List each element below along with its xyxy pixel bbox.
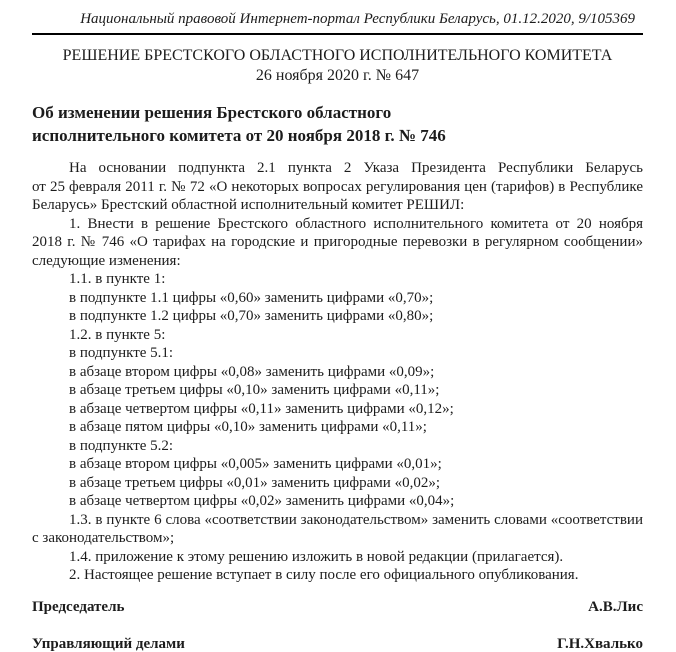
document-org-title: РЕШЕНИЕ БРЕСТСКОГО ОБЛАСТНОГО ИСПОЛНИТЕЛЬНОГО КОМИТЕТА <box>62 47 613 64</box>
signature-row-affairs-manager <box>32 635 643 652</box>
signature-name-affairs-manager: Г.Н.Хвалько <box>557 635 643 652</box>
document-date-number: 26 ноября 2020 г. № 647 <box>255 67 420 84</box>
body-paragraph: 1.3. в пункте 6 слова «соответствии законодательством» заменить словами «соответствии с законодательством»; <box>32 511 643 546</box>
subject-line-1: Об изменении решения Брестского областного <box>32 103 392 122</box>
body-paragraph: 1.2. в пункте 5: <box>69 326 166 343</box>
signature-block <box>32 598 643 652</box>
body-paragraph: в подпункте 5.2: <box>69 437 174 454</box>
body-paragraph: На основании подпункта 2.1 пункта 2 Указа Президента Республики Беларусь от 25 февраля 2011 г. № 72 «О некоторых вопросах регулирования цен (тарифов) в Республике Беларусь» Брестский областной исполнительный комитет РЕШИЛ: <box>32 160 643 213</box>
body-paragraph: в абзаце четвертом цифры «0,11» заменить цифрами «0,12»; <box>69 400 454 417</box>
body-paragraph: в абзаце четвертом цифры «0,02» заменить цифрами «0,04»; <box>69 493 455 509</box>
body-paragraph: 1. Внести в решение Брестского областного исполнительного комитета от 20 ноября 2018 г. № 746 «О тарифах на городские и пригородные перевозки в регулярном сообщении» следующие изменения: <box>32 215 643 269</box>
body-paragraph: 1.4. приложение к этому решению изложить в новой редакции (прилагается). <box>69 548 564 565</box>
body-paragraph: в подпункте 5.1: <box>69 345 174 361</box>
body-paragraph: в абзаце пятом цифры «0,10» заменить цифрами «0,11»; <box>69 419 427 435</box>
body-paragraph: в абзаце втором цифры «0,08» заменить цифрами «0,09»; <box>69 363 435 380</box>
body-paragraph: 2. Настоящее решение вступает в силу после его официального опубликования. <box>69 567 579 583</box>
signature-title-affairs-manager: Управляющий делами <box>32 635 185 652</box>
body-paragraph: в абзаце третьем цифры «0,10» заменить цифрами «0,11»; <box>69 382 440 398</box>
signature-title-chairman: Председатель <box>32 598 125 615</box>
subject-line-2: исполнительного комитета от 20 ноября 2018 г. № 746 <box>32 126 446 145</box>
portal-header-text: Национальный правовой Интернет-портал Республики Беларусь, 01.12.2020, 9/105369 <box>80 11 635 27</box>
portal-header <box>32 7 643 35</box>
body-paragraph: 1.1. в пункте 1: <box>69 271 166 287</box>
document-subject <box>32 101 643 147</box>
signature-name-chairman: А.В.Лис <box>588 598 643 615</box>
body-paragraph: в абзаце втором цифры «0,005» заменить цифрами «0,01»; <box>69 456 442 472</box>
body-paragraph: в абзаце третьем цифры «0,01» заменить цифрами «0,02»; <box>69 474 440 491</box>
body-paragraph: в подпункте 1.1 цифры «0,60» заменить цифрами «0,70»; <box>69 289 434 306</box>
document-body <box>32 159 643 585</box>
signature-row-chairman <box>32 598 643 617</box>
body-paragraph: в подпункте 1.2 цифры «0,70» заменить цифрами «0,80»; <box>69 308 434 324</box>
